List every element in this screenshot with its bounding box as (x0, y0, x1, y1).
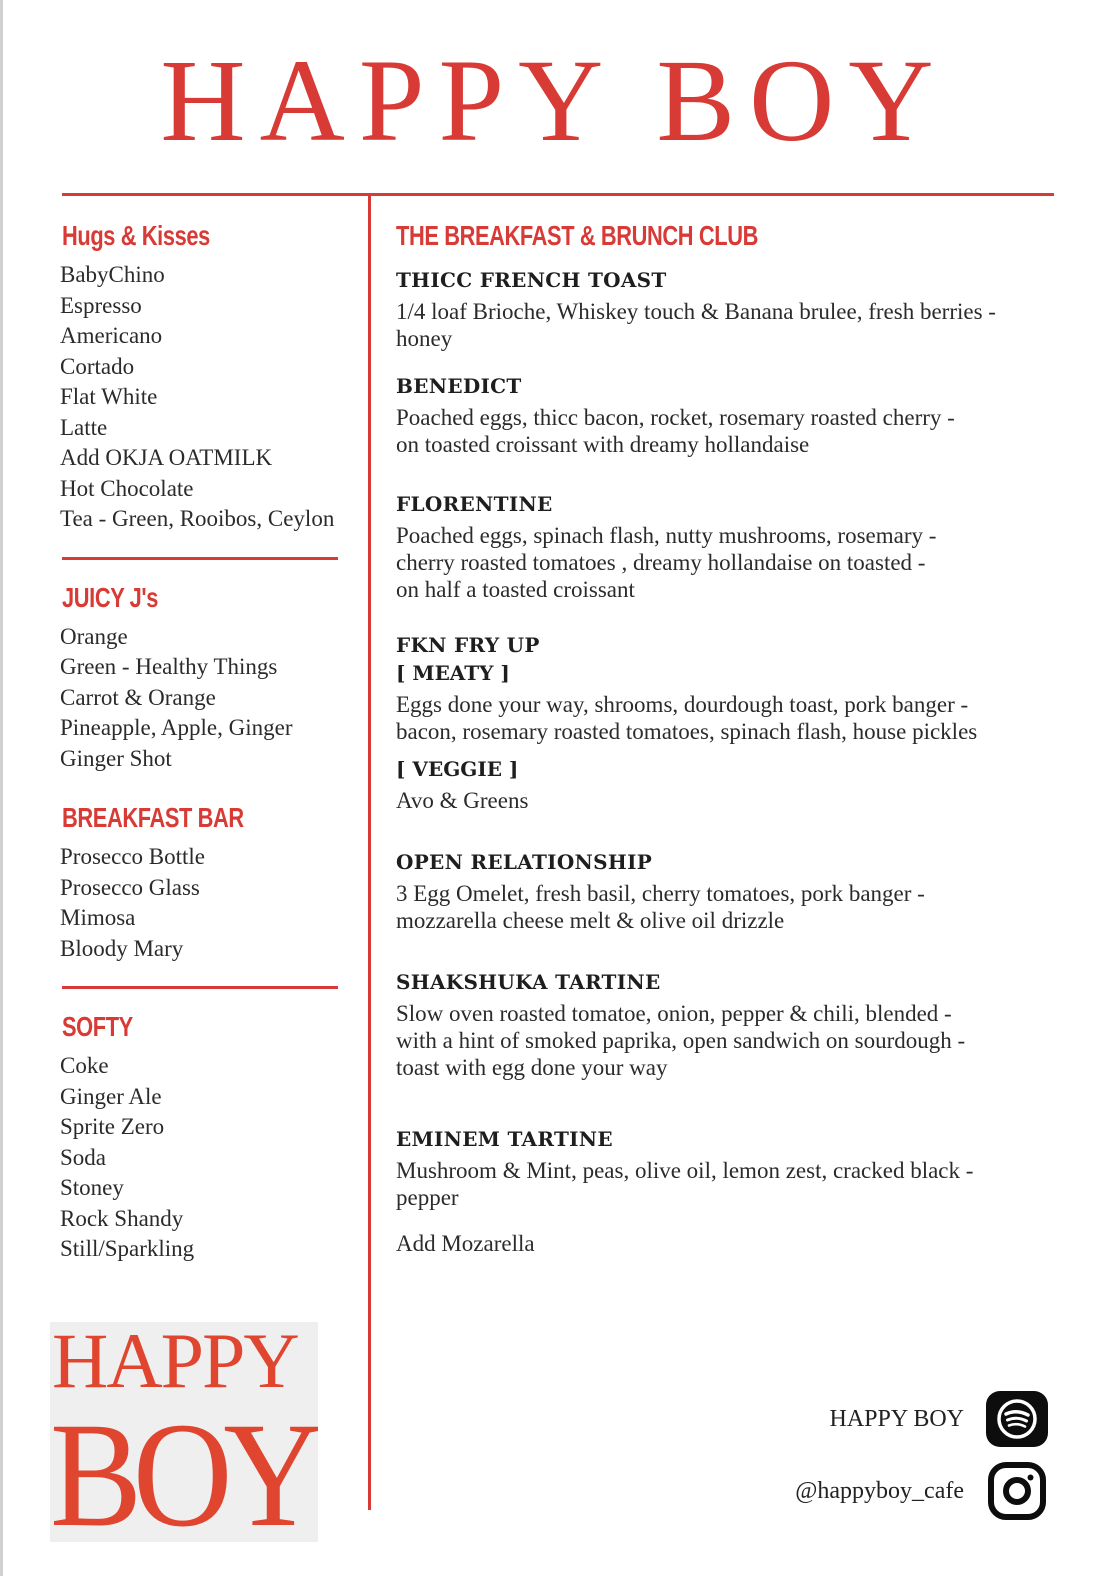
section-juicy-js (56, 582, 356, 775)
dish-florentine (396, 492, 1046, 603)
desc-line: pepper (396, 1185, 459, 1210)
section-softy (56, 1011, 356, 1265)
section-heading: BREAKFAST BAR (62, 802, 244, 833)
dish-name: EMINEM TARTINE (396, 1127, 613, 1151)
menu-item: Pineapple, Apple, Ginger (60, 715, 293, 740)
menu-title: HAPPY BOY (160, 35, 948, 166)
dish-name: FLORENTINE (396, 492, 553, 516)
menu-item: Coke (60, 1053, 109, 1078)
section-heading: Hugs & Kisses (62, 220, 210, 251)
menu-item: BabyChino (60, 262, 165, 287)
desc-line: toast with egg done your way (396, 1055, 668, 1080)
section-heading: JUICY J's (62, 581, 158, 613)
desc-line: cherry roasted tomatoes , dreamy hollandaise on toasted - (396, 550, 926, 575)
menu-item: Americano (60, 323, 163, 348)
section-heading: SOFTY (62, 1011, 133, 1042)
dish-description (396, 691, 1046, 745)
section-divider (62, 986, 338, 989)
dish-description: Avo & Greens (396, 788, 529, 813)
add-on: Add Mozarella (396, 1231, 535, 1256)
dish-description (396, 880, 1046, 934)
desc-line: Poached eggs, spinach flash, nutty mushrooms, rosemary - (396, 523, 937, 548)
desc-line: on toasted croissant with dreamy hollandaise (396, 432, 810, 457)
dish-name: BENEDICT (396, 374, 522, 398)
dish-open-relationship (396, 850, 1046, 934)
section-divider (62, 557, 338, 560)
menu-item: Rock Shandy (60, 1205, 184, 1231)
dish-shakshuka (396, 970, 1046, 1081)
social-links (748, 1388, 1048, 1532)
instagram-icon[interactable] (986, 1463, 1048, 1519)
menu-item: Green - Healthy Things (60, 654, 278, 679)
spotify-label: HAPPY BOY (829, 1405, 964, 1432)
desc-line: on half a toasted croissant (396, 577, 635, 602)
page-edge (0, 0, 3, 1576)
section-hugs-kisses (56, 220, 356, 535)
desc-line: Slow oven roasted tomatoe, onion, pepper & chili, blended - (396, 1001, 952, 1026)
dish-description (396, 298, 1046, 352)
dish-description (396, 404, 1046, 458)
instagram-label: @happyboy_cafe (795, 1477, 964, 1504)
menu-item: Prosecco Bottle (60, 844, 205, 869)
happy-boy-logo (50, 1322, 318, 1542)
desc-line: Poached eggs, thicc bacon, rocket, rosemary roasted cherry - (396, 405, 955, 430)
instagram-row[interactable] (748, 1460, 1048, 1522)
drinks-column (56, 220, 356, 1265)
column-divider (368, 196, 371, 1510)
desc-line: Eggs done your way, shrooms, dourdough toast, pork banger - (396, 692, 969, 717)
menu-item: Still/Sparkling (60, 1236, 195, 1261)
desc-line: with a hint of smoked paprika, open sandwich on sourdough - (396, 1028, 966, 1053)
menu-item: Ginger Ale (60, 1083, 162, 1109)
menu-item: Add OKJA OATMILK (60, 445, 273, 470)
menu-item: Latte (60, 414, 108, 440)
dish-name: SHAKSHUKA TARTINE (396, 970, 661, 994)
dish-fry-up (396, 633, 1046, 814)
desc-line: Mushroom & Mint, peas, olive oil, lemon zest, cracked black - (396, 1158, 974, 1183)
menu-item: Orange (60, 623, 128, 649)
menu-item: Carrot & Orange (60, 684, 216, 710)
dish-variant-label: [ MEATY ] (396, 661, 510, 685)
dish-name: FKN FRY UP (396, 633, 540, 657)
dish-name: THICC FRENCH TOAST (396, 268, 667, 292)
desc-line: 3 Egg Omelet, fresh basil, cherry tomatoes, pork banger - (396, 881, 925, 906)
logo-bottom-text: BOY (50, 1392, 314, 1542)
menu-item: Hot Chocolate (60, 475, 194, 501)
dish-description (396, 522, 1046, 603)
desc-line: 1/4 loaf Brioche, Whiskey touch & Banana brulee, fresh berries - (396, 299, 996, 324)
logo-top-text: HAPPY (52, 1322, 298, 1404)
section-breakfast-bar (56, 802, 356, 964)
desc-line: honey (396, 326, 453, 351)
food-column (396, 220, 1046, 1279)
dish-description (396, 1000, 1046, 1081)
desc-line: bacon, rosemary roasted tomatoes, spinach flash, house pickles (396, 719, 978, 744)
menu-item: Sprite Zero (60, 1114, 165, 1139)
menu-item: Bloody Mary (60, 935, 184, 961)
dish-eminem-tartine (396, 1127, 1046, 1257)
dish-description (396, 1157, 1046, 1211)
spotify-row[interactable] (748, 1388, 1048, 1450)
menu-item: Espresso (60, 292, 142, 318)
dish-name: OPEN RELATIONSHIP (396, 850, 653, 874)
menu-item: Tea - Green, Rooibos, Ceylon (60, 506, 335, 531)
menu-item: Cortado (60, 353, 135, 379)
menu-item: Flat White (60, 384, 158, 409)
dish-french-toast (396, 268, 1046, 352)
menu-item: Prosecco Glass (60, 874, 200, 900)
dish-benedict (396, 374, 1046, 458)
menu-item: Soda (60, 1144, 106, 1170)
section-heading: THE BREAKFAST & BRUNCH CLUB (396, 220, 758, 251)
header-divider (62, 193, 1054, 196)
desc-line: mozzarella cheese melt & olive oil drizzle (396, 908, 785, 933)
dish-variant-label: [ VEGGIE ] (396, 757, 519, 781)
menu-item: Stoney (60, 1175, 124, 1200)
spotify-icon[interactable] (986, 1391, 1048, 1447)
menu-item: Ginger Shot (60, 745, 172, 771)
menu-item: Mimosa (60, 905, 136, 930)
